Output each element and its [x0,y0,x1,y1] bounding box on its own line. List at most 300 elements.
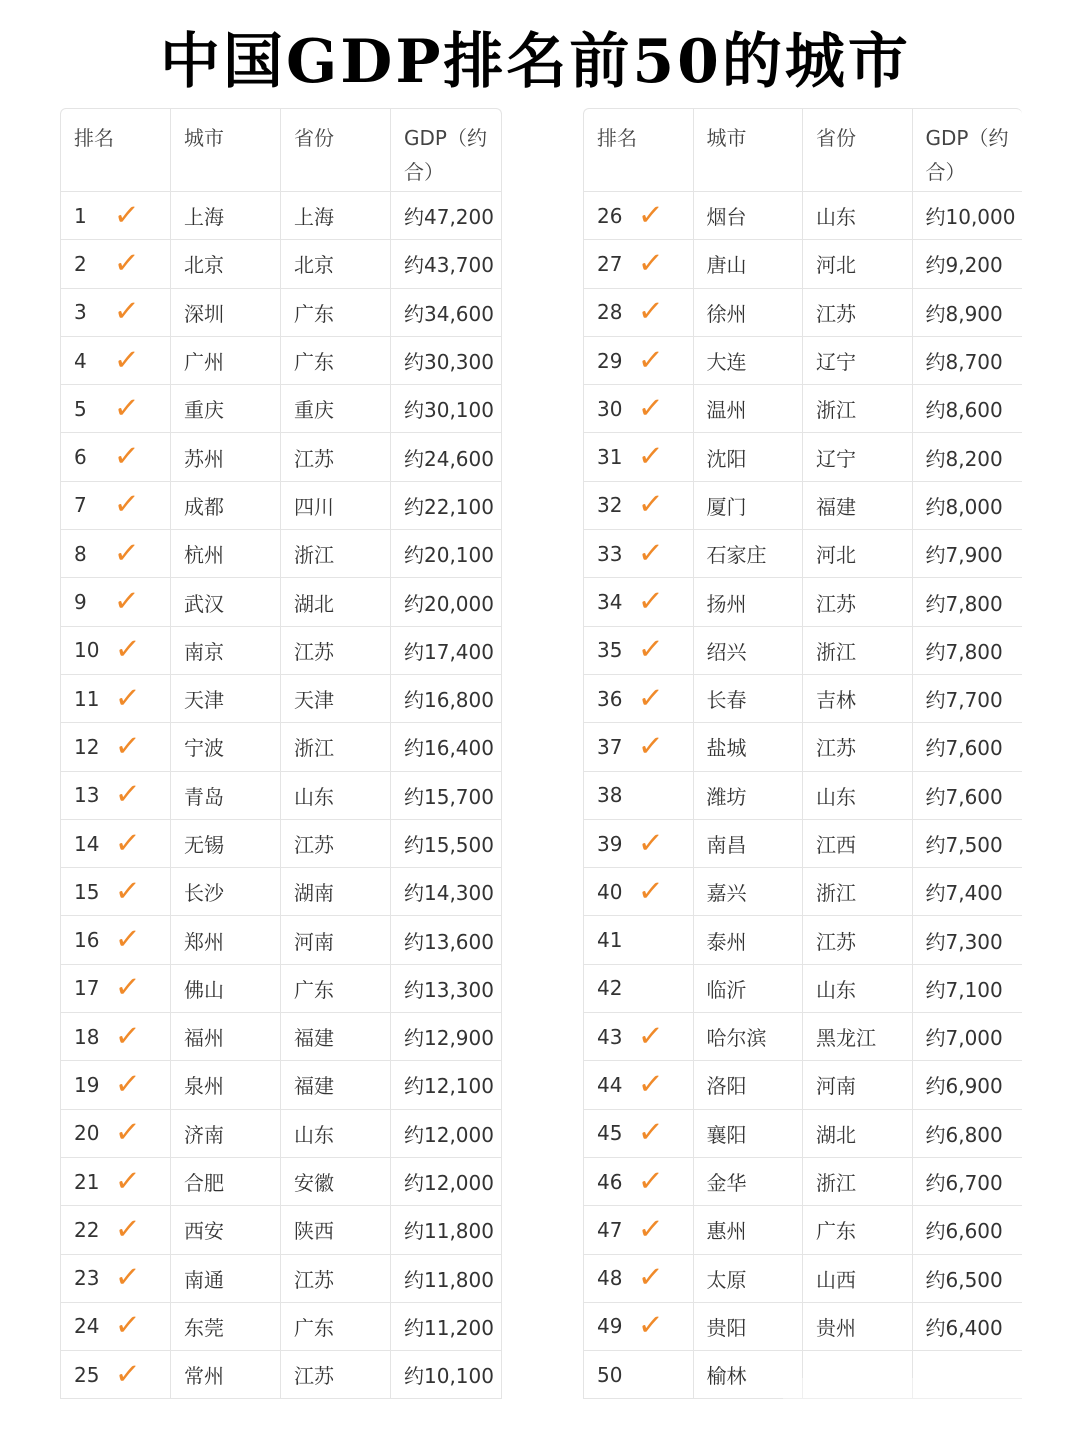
header-gdp: GDP（约合） [925,126,1009,184]
rank-number: 48 [597,1266,623,1291]
rank-number: 33 [597,541,623,566]
gdp-cell: 约7,500 [925,833,1003,857]
province-cell: 浙江 [803,1158,913,1205]
checkmark-icon: ✓ [637,728,665,765]
rank-number: 45 [597,1121,623,1146]
checkmark-icon: ✓ [637,1259,665,1297]
city-cell: 长沙 [171,868,281,915]
table-row [584,916,1022,964]
table-row [61,530,501,578]
city-cell: 唐山 [694,240,804,287]
rank-number: 4 [74,348,87,373]
province-cell: 广东 [281,337,391,384]
rank-number: 50 [597,1362,623,1387]
gdp-cell: 约15,700 [404,784,494,809]
checkmark-icon: ✓ [112,196,141,234]
rank-number: 28 [597,300,623,325]
gdp-cell: 约15,500 [404,833,494,857]
rank-cell [584,192,694,239]
watermark-overlay [783,1378,1053,1412]
table-row [584,1206,1022,1254]
province-cell: 重庆 [281,385,391,432]
rank-cell [584,1013,694,1060]
table-row [61,482,501,530]
table-row [61,240,501,288]
rank-cell [61,675,171,722]
checkmark-icon: ✓ [114,921,142,958]
table-row [584,1255,1022,1303]
table-row [584,772,1022,820]
rank-cell [61,627,171,674]
gdp-cell: 约6,700 [925,1171,1003,1196]
rank-number: 49 [597,1314,623,1339]
rank-cell [584,1303,694,1350]
rank-number: 40 [597,879,623,904]
rank-cell [584,240,694,287]
table-row [584,1303,1022,1351]
gdp-cell: 约10,100 [404,1364,494,1389]
checkmark-icon: ✓ [114,872,142,910]
province-cell: 浙江 [803,868,913,915]
gdp-cell: 约7,600 [925,736,1003,761]
checkmark-icon: ✓ [637,486,665,524]
gdp-cell: 约7,900 [925,543,1003,568]
rank-cell [61,965,171,1012]
checkmark-icon: ✓ [637,1307,665,1345]
rank-number: 23 [74,1266,100,1291]
gdp-cell: 约7,800 [925,639,1003,664]
province-cell: 山东 [281,1110,391,1157]
gdp-cell: 约6,900 [925,1074,1003,1099]
rank-cell [61,1013,171,1060]
checkmark-icon: ✓ [114,728,142,765]
province-cell: 北京 [281,240,391,287]
rank-number: 10 [74,638,100,663]
gdp-cell: 约7,300 [925,929,1003,954]
gdp-cell: 约14,300 [404,881,494,906]
gdp-cell: 约12,100 [404,1074,494,1099]
city-cell: 泉州 [171,1061,281,1108]
city-cell: 东莞 [171,1303,281,1350]
table-row [584,965,1022,1013]
rank-number: 29 [597,348,623,373]
header-province: 省份 [281,109,391,191]
checkmark-icon: ✓ [637,631,665,669]
table-row [584,289,1022,337]
rank-cell [584,530,694,577]
city-cell: 广州 [171,337,281,384]
table-row [61,1351,501,1399]
table-row [61,1255,501,1303]
city-cell: 郑州 [171,916,281,963]
checkmark-icon: ✓ [637,583,665,620]
gdp-cell: 约7,700 [925,688,1003,713]
rank-cell [61,772,171,819]
checkmark-icon: ✓ [637,245,665,282]
rank-number: 14 [74,831,100,856]
rank-cell [584,675,694,722]
gdp-cell: 约16,400 [404,736,494,761]
gdp-cell: 约20,000 [404,591,494,616]
rank-number: 24 [74,1314,100,1339]
rank-number: 8 [74,541,87,566]
gdp-cell: 约30,300 [404,350,494,375]
checkmark-icon: ✓ [112,534,141,572]
province-cell: 山东 [803,965,913,1012]
table-row [61,1158,501,1206]
province-cell: 河南 [803,1061,913,1108]
rank-number: 38 [597,783,623,808]
rank-number: 11 [74,686,100,711]
city-cell: 苏州 [171,433,281,480]
city-cell: 扬州 [694,578,804,625]
province-cell: 福建 [281,1013,391,1060]
rank-number: 2 [74,251,87,276]
rank-number: 26 [597,203,623,228]
city-cell: 福州 [171,1013,281,1060]
checkmark-icon: ✓ [114,1162,142,1200]
gdp-cell: 约17,400 [404,639,494,664]
province-cell: 江苏 [281,1351,391,1398]
rank-number: 25 [74,1362,100,1387]
checkmark-icon: ✓ [637,196,665,234]
city-cell: 盐城 [694,723,804,770]
checkmark-icon: ✓ [112,341,141,379]
header-gdp: GDP（约合） [404,126,487,184]
province-cell: 辽宁 [803,337,913,384]
checkmark-icon: ✓ [637,1017,665,1055]
checkmark-icon: ✓ [637,679,665,717]
table-row [584,433,1022,481]
gdp-cell: 约6,600 [925,1219,1003,1244]
checkmark-icon: ✓ [112,486,141,524]
gdp-cell: 约34,600 [404,301,494,326]
city-cell: 石家庄 [694,530,804,577]
rank-number: 6 [74,445,87,470]
table-row [61,192,501,240]
table-row [584,530,1022,578]
checkmark-icon: ✓ [114,1259,142,1297]
gdp-cell: 约8,000 [925,494,1003,519]
province-cell: 吉林 [803,675,913,722]
rank-cell [584,1206,694,1253]
rank-cell [584,868,694,915]
rank-cell [61,723,171,770]
rank-number: 19 [74,1072,100,1097]
gdp-cell: 约13,300 [404,977,494,1002]
rank-cell [584,337,694,384]
rank-cell [61,385,171,432]
city-cell: 南京 [171,627,281,674]
gdp-cell: 约8,600 [925,398,1003,423]
header-city: 城市 [171,109,281,191]
city-cell: 深圳 [171,289,281,336]
table-body [584,192,1022,1399]
city-cell: 杭州 [171,530,281,577]
checkmark-icon: ✓ [112,438,141,475]
city-cell: 常州 [171,1351,281,1398]
city-cell: 成都 [171,482,281,529]
gdp-cell: 约12,000 [404,1171,494,1196]
city-cell: 徐州 [694,289,804,336]
rank-cell [61,433,171,480]
province-cell: 安徽 [281,1158,391,1205]
province-cell: 贵州 [803,1303,913,1350]
header-province: 省份 [803,109,913,191]
rank-number: 37 [597,734,623,759]
rank-cell [61,1110,171,1157]
province-cell: 湖北 [281,578,391,625]
table-row [61,1061,501,1109]
table-row [61,433,501,481]
table-row [61,627,501,675]
province-cell: 辽宁 [803,433,913,480]
rank-cell [61,1303,171,1350]
rank-cell [584,433,694,480]
city-cell: 厦门 [694,482,804,529]
table-row [584,482,1022,530]
province-cell: 江苏 [803,289,913,336]
gdp-cell: 约7,100 [925,977,1003,1002]
province-cell: 黑龙江 [803,1013,913,1060]
rank-number: 27 [597,251,623,276]
table-row [584,1158,1022,1206]
province-cell: 江苏 [803,723,913,770]
gdp-cell: 约11,200 [404,1315,494,1340]
checkmark-icon: ✓ [637,293,665,331]
rank-number: 1 [74,203,87,228]
city-cell: 温州 [694,385,804,432]
table-row [61,337,501,385]
table-row [61,965,501,1013]
gdp-cell: 约22,100 [404,494,494,519]
header-city: 城市 [694,109,804,191]
city-cell: 惠州 [694,1206,804,1253]
gdp-cell: 约12,900 [404,1026,494,1051]
province-cell: 江苏 [281,433,391,480]
checkmark-icon: ✓ [114,631,142,669]
gdp-cell: 约8,900 [925,301,1003,326]
rank-number: 13 [74,783,100,808]
rank-cell [584,1351,694,1398]
rank-cell [584,385,694,432]
city-cell: 嘉兴 [694,868,804,915]
gdp-cell: 约7,000 [925,1026,1003,1051]
rank-number: 17 [74,976,100,1001]
province-cell: 河南 [281,916,391,963]
table-header [584,109,1022,192]
table-row [61,1110,501,1158]
rank-number: 39 [597,831,623,856]
table-body [61,192,501,1399]
gdp-cell: 约8,200 [925,446,1003,471]
province-cell: 广东 [281,965,391,1012]
province-cell: 湖南 [281,868,391,915]
table-row [584,1110,1022,1158]
table-row [584,1061,1022,1109]
city-cell: 无锡 [171,820,281,867]
checkmark-icon: ✓ [114,776,142,814]
rank-number: 21 [74,1169,100,1194]
province-cell: 江苏 [803,578,913,625]
table-row [584,675,1022,723]
city-cell: 佛山 [171,965,281,1012]
table-row [584,337,1022,385]
gdp-cell: 约6,800 [925,1122,1003,1147]
province-cell: 江苏 [281,627,391,674]
rank-number: 12 [74,734,100,759]
rank-cell [61,1255,171,1302]
province-cell: 浙江 [281,530,391,577]
city-cell: 宁波 [171,723,281,770]
table-row [584,240,1022,288]
city-cell: 上海 [171,192,281,239]
header-rank: 排名 [584,109,694,191]
province-cell: 浙江 [281,723,391,770]
rank-cell [61,240,171,287]
city-cell: 长春 [694,675,804,722]
city-cell: 合肥 [171,1158,281,1205]
rank-number: 31 [597,445,623,470]
rank-number: 32 [597,493,623,518]
province-cell: 四川 [281,482,391,529]
table-row [61,1206,501,1254]
checkmark-icon: ✓ [112,293,141,331]
checkmark-icon: ✓ [112,583,141,620]
checkmark-icon: ✓ [637,872,665,910]
table-row [61,820,501,868]
rank-number: 5 [74,396,87,421]
city-cell: 西安 [171,1206,281,1253]
checkmark-icon: ✓ [637,1162,665,1200]
rank-number: 43 [597,1024,623,1049]
province-cell: 山西 [803,1255,913,1302]
rank-number: 35 [597,638,623,663]
checkmark-icon: ✓ [637,389,665,427]
checkmark-icon: ✓ [637,824,665,862]
city-cell: 济南 [171,1110,281,1157]
page-title: 中国GDP排名前50的城市 [160,27,911,97]
city-cell: 太原 [694,1255,804,1302]
checkmark-icon: ✓ [114,1355,142,1393]
city-cell: 哈尔滨 [694,1013,804,1060]
city-cell: 绍兴 [694,627,804,674]
checkmark-icon: ✓ [637,534,665,572]
province-cell: 上海 [281,192,391,239]
province-cell: 山东 [803,192,913,239]
province-cell: 福建 [803,482,913,529]
gdp-cell: 约7,600 [925,784,1003,809]
table-row [584,1013,1022,1061]
rank-cell [584,820,694,867]
gdp-table-left [60,108,502,1399]
rank-cell [61,916,171,963]
gdp-cell: 约13,600 [404,929,494,954]
rank-number: 42 [597,976,623,1001]
rank-cell [61,192,171,239]
gdp-cell: 约20,100 [404,543,494,568]
rank-number: 9 [74,590,87,615]
rank-cell [61,868,171,915]
city-cell: 大连 [694,337,804,384]
city-cell: 沈阳 [694,433,804,480]
gdp-cell: 约6,500 [925,1267,1003,1292]
rank-cell [584,965,694,1012]
gdp-cell: 约11,800 [404,1267,494,1292]
city-cell: 南昌 [694,820,804,867]
rank-cell [584,1158,694,1205]
table-header [61,109,501,192]
table-row [61,723,501,771]
province-cell: 河北 [803,240,913,287]
city-cell: 金华 [694,1158,804,1205]
checkmark-icon: ✓ [637,1211,665,1248]
city-cell: 武汉 [171,578,281,625]
city-cell: 襄阳 [694,1110,804,1157]
rank-number: 47 [597,1217,623,1242]
table-row [584,868,1022,916]
table-row [584,578,1022,626]
checkmark-icon: ✓ [114,1211,142,1248]
table-row [61,868,501,916]
rank-cell [61,1061,171,1108]
checkmark-icon: ✓ [112,389,141,427]
rank-cell [61,578,171,625]
city-cell: 重庆 [171,385,281,432]
gdp-cell: 约6,400 [925,1315,1003,1340]
gdp-cell: 约24,600 [404,446,494,471]
gdp-cell: 约10,000 [925,205,1016,230]
table-row [61,1303,501,1351]
province-cell: 山东 [803,772,913,819]
province-cell: 湖北 [803,1110,913,1157]
checkmark-icon: ✓ [637,341,665,379]
checkmark-icon: ✓ [114,1307,142,1345]
rank-cell [584,772,694,819]
gdp-cell: 约9,200 [925,253,1003,278]
table-row [61,772,501,820]
rank-number: 20 [74,1121,100,1146]
province-cell: 江西 [803,820,913,867]
rank-number: 3 [74,300,87,325]
checkmark-icon: ✓ [637,1066,665,1103]
table-row [584,627,1022,675]
rank-cell [584,578,694,625]
table-row [61,916,501,964]
gdp-cell: 约11,800 [404,1219,494,1244]
gdp-cell: 约7,800 [925,591,1003,616]
table-row [61,385,501,433]
rank-cell [584,627,694,674]
rank-cell [61,1158,171,1205]
gdp-cell: 约7,400 [925,881,1003,906]
table-row [584,820,1022,868]
checkmark-icon: ✓ [637,1114,665,1152]
rank-number: 34 [597,590,623,615]
checkmark-icon: ✓ [114,1017,142,1055]
province-cell: 浙江 [803,627,913,674]
rank-cell [61,530,171,577]
rank-cell [584,1255,694,1302]
rank-cell [584,1110,694,1157]
province-cell: 江苏 [281,1255,391,1302]
city-cell: 榆林 [694,1351,804,1398]
table-row [584,385,1022,433]
gdp-cell: 约12,000 [404,1122,494,1147]
city-cell: 潍坊 [694,772,804,819]
city-cell: 烟台 [694,192,804,239]
rank-cell [61,820,171,867]
